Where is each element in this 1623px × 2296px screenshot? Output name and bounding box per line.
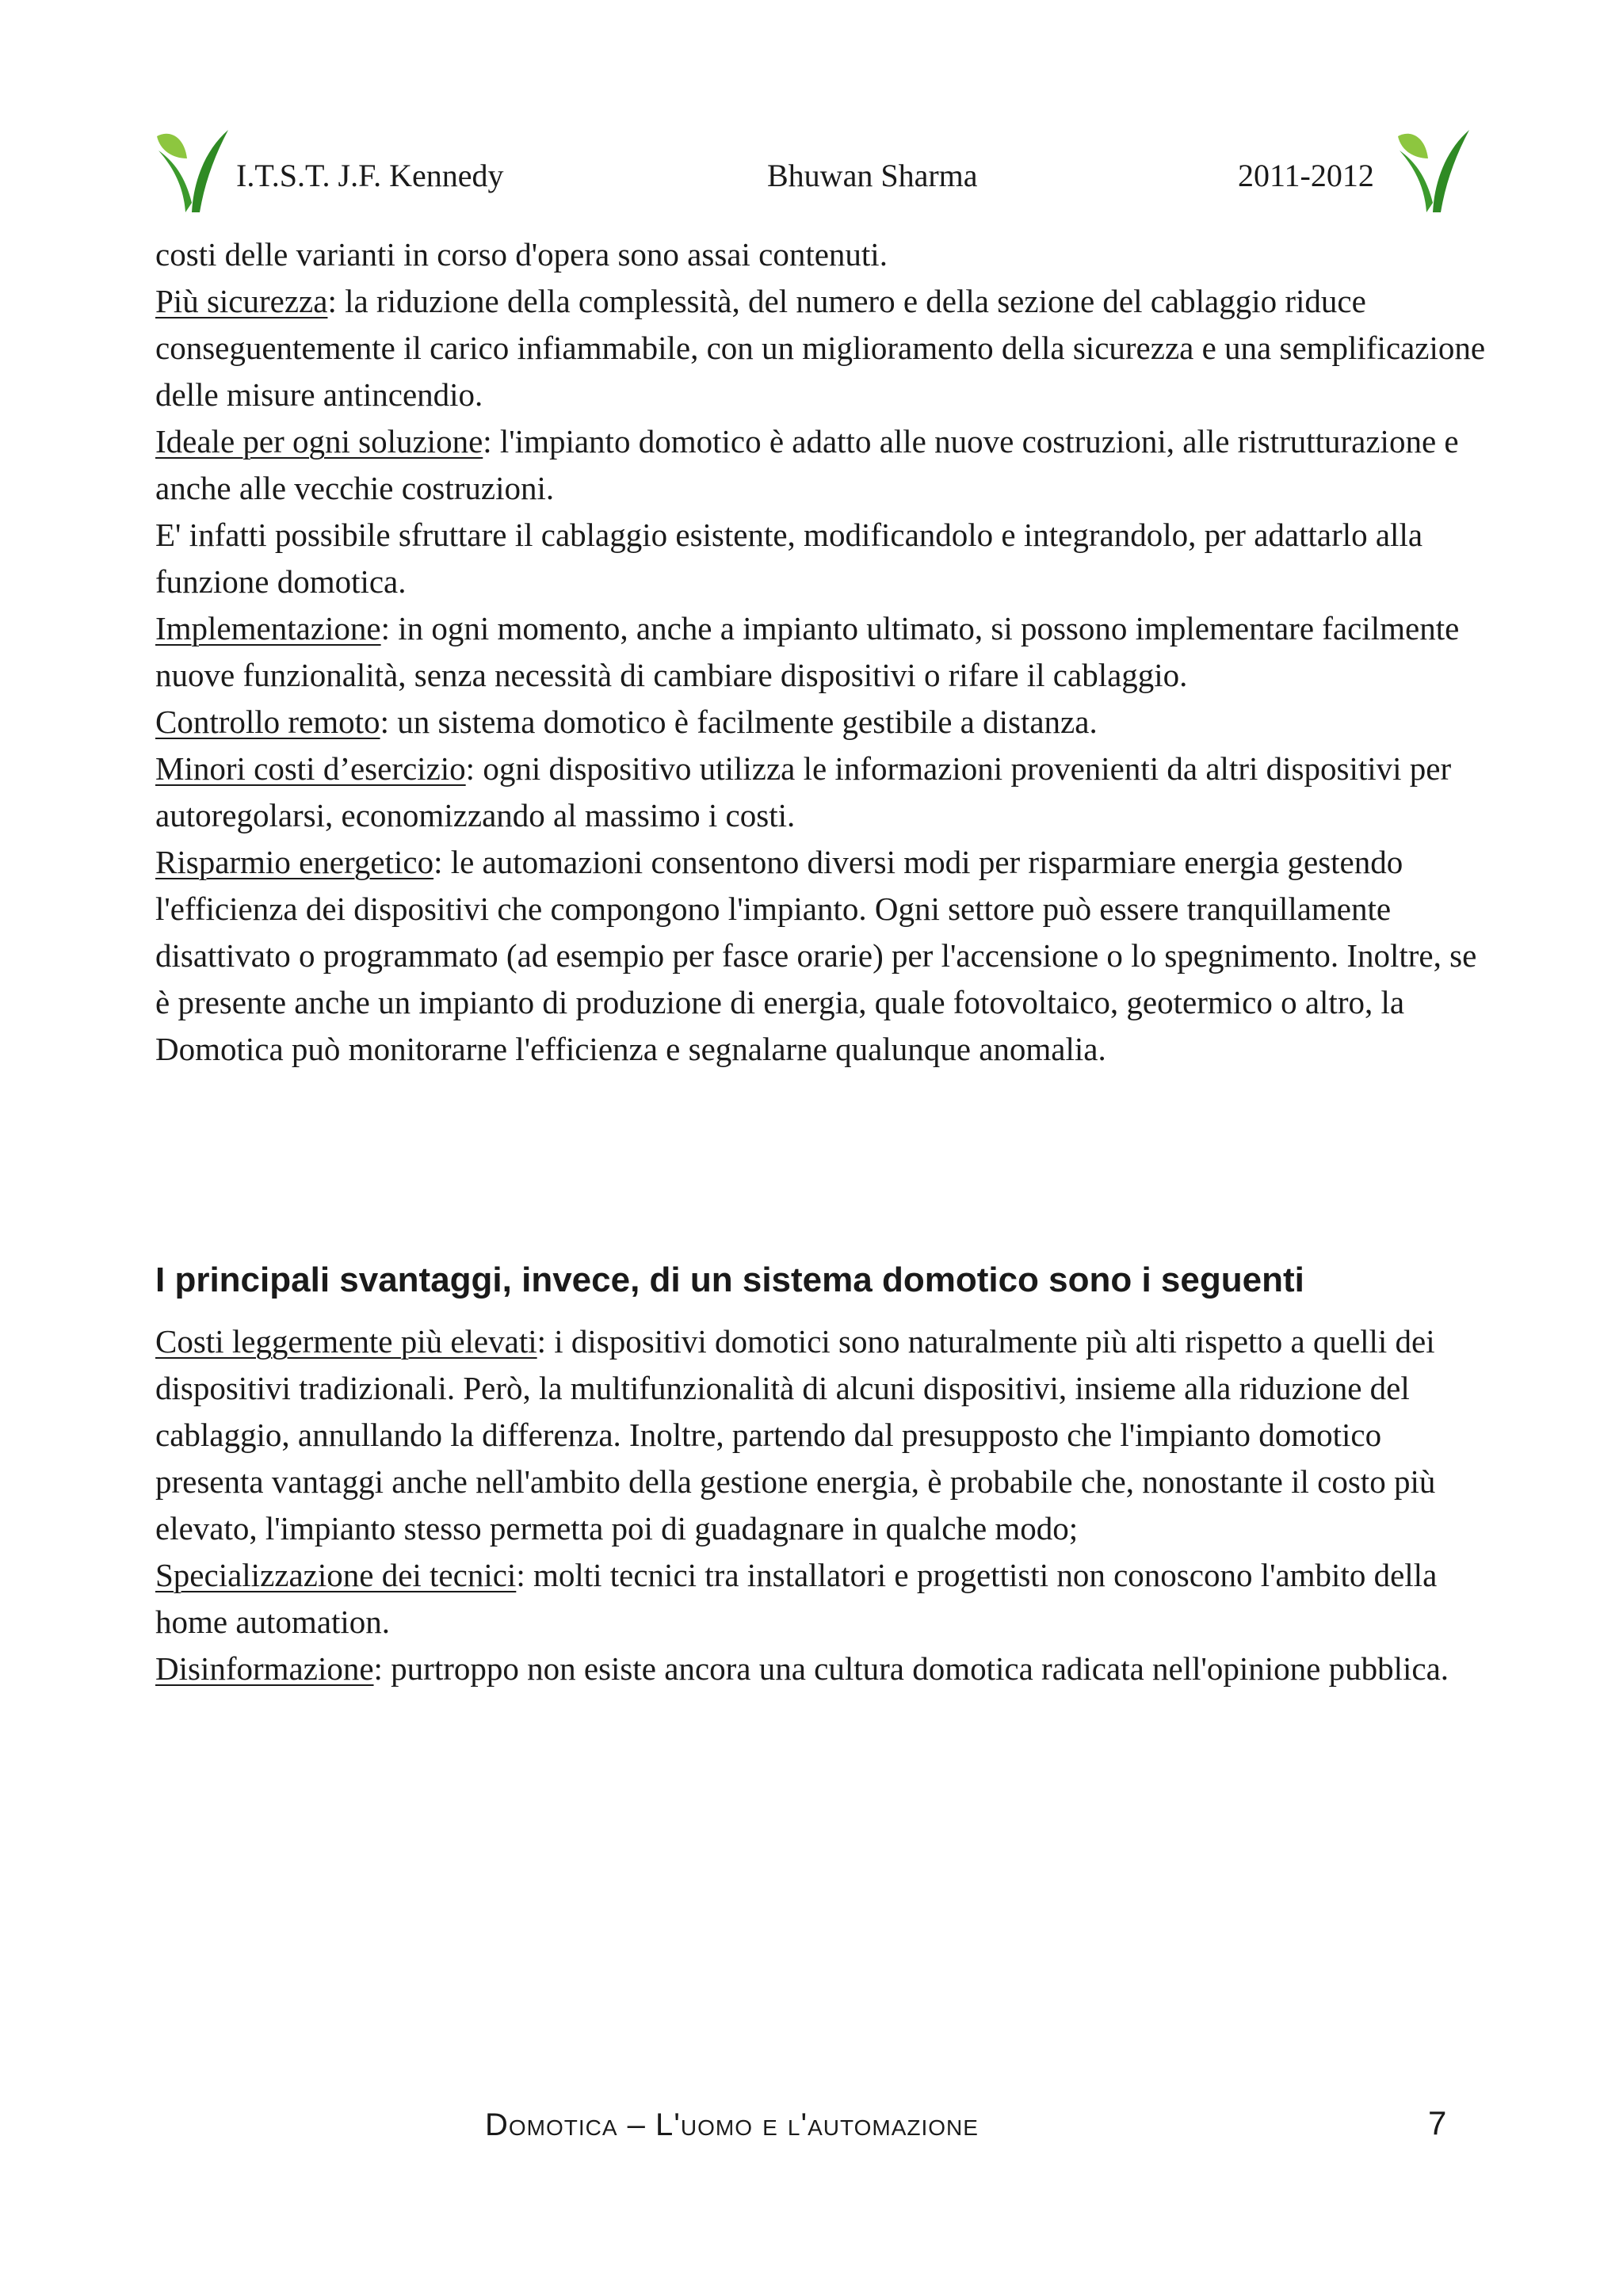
advantage-term: Risparmio energetico — [155, 844, 434, 880]
advantage-item — [155, 512, 1487, 605]
disadvantages-section — [155, 1318, 1487, 1692]
advantage-text: : la riduzione della complessità, del numero e della sezione del cablaggio riduce conseguentemente il carico infiammabile, con un miglioramento della sicurezza e una semplificazione delle misure antincendio. — [155, 283, 1486, 413]
sprout-logo-right-icon — [1393, 127, 1472, 215]
header-school: I.T.S.T. J.F. Kennedy — [236, 158, 504, 193]
advantage-term: Più sicurezza — [155, 283, 328, 319]
advantage-term: Ideale per ogni soluzione — [155, 423, 483, 460]
advantage-text: E' infatti possibile sfruttare il cablaggio esistente, modificandolo e integrandolo, per adattarlo alla funzione domotica. — [155, 517, 1423, 600]
advantage-item — [155, 839, 1487, 1073]
advantage-term: Minori costi d’esercizio — [155, 750, 466, 787]
advantage-item — [155, 418, 1487, 512]
advantage-text: : in ogni momento, anche a impianto ultimato, si possono implementare facilmente nuove funzionalità, senza necessità di cambiare dispositivi o rifare il cablaggio. — [155, 610, 1460, 693]
advantage-text: : l'impianto domotico è adatto alle nuove costruzioni, alle ristrutturazione e anche alle vecchie costruzioni. — [155, 423, 1459, 506]
advantage-text: : le automazioni consentono diversi modi per risparmiare energia gestendo l'efficienza dei dispositivi che compongono l'impianto. Ogni settore può essere tranquillamente disattivato o programmato (ad esempio per fasce orarie) per l'accensione o lo spegnimento. Inoltre, se è presente anche un impianto di produzione di energia, quale fotovoltaico, geotermico o altro, la Domotica può monitorarne l'efficienza e segnalarne qualunque anomalia. — [155, 844, 1477, 1067]
disadvantage-term: Specializzazione dei tecnici — [155, 1557, 517, 1593]
intro-line: costi delle varianti in corso d'opera sono assai contenuti. — [155, 236, 888, 273]
footer-title: Domotica – L'uomo e l'automazione — [485, 2107, 979, 2142]
disadvantages-heading: I principali svantaggi, invece, di un sistema domotico sono i seguenti — [155, 1261, 1304, 1299]
disadvantage-item — [155, 1318, 1487, 1552]
header-author: Bhuwan Sharma — [767, 158, 978, 193]
advantage-term: Implementazione — [155, 610, 381, 646]
disadvantage-text: : molti tecnici tra installatori e progettisti non conoscono l'ambito della home automation. — [155, 1557, 1438, 1640]
advantages-section — [155, 231, 1487, 1073]
disadvantage-item — [155, 1646, 1487, 1692]
header-year: 2011-2012 — [1238, 158, 1374, 193]
advantage-item — [155, 278, 1487, 418]
disadvantage-text: : purtroppo non esiste ancora una cultura domotica radicata nell'opinione pubblica. — [373, 1650, 1449, 1687]
disadvantage-text: : i dispositivi domotici sono naturalmente più alti rispetto a quelli dei dispositivi tradizionali. Però, la multifunzionalità di alcuni dispositivi, insieme alla riduzione del cablaggio, annullando la differenza. Inoltre, partendo dal presupposto che l'impianto domotico presenta vantaggi anche nell'ambito della gestione energia, è probabile che, nonostante il costo più elevato, l'impianto stesso permetta poi di guadagnare in qualche modo; — [155, 1323, 1436, 1547]
advantage-item — [155, 605, 1487, 699]
page-number: 7 — [1428, 2104, 1447, 2142]
disadvantage-item — [155, 1552, 1487, 1646]
advantage-item — [155, 746, 1487, 839]
sprout-logo-left-icon — [152, 127, 231, 215]
disadvantage-term: Disinformazione — [155, 1650, 374, 1687]
advantage-text: : un sistema domotico è facilmente gestibile a distanza. — [380, 704, 1098, 740]
advantage-item — [155, 699, 1487, 746]
disadvantage-term: Costi leggermente più elevati — [155, 1323, 537, 1360]
advantage-text: : ogni dispositivo utilizza le informazioni provenienti da altri dispositivi per autoregolarsi, economizzando al massimo i costi. — [155, 750, 1452, 833]
advantage-term: Controllo remoto — [155, 704, 380, 740]
